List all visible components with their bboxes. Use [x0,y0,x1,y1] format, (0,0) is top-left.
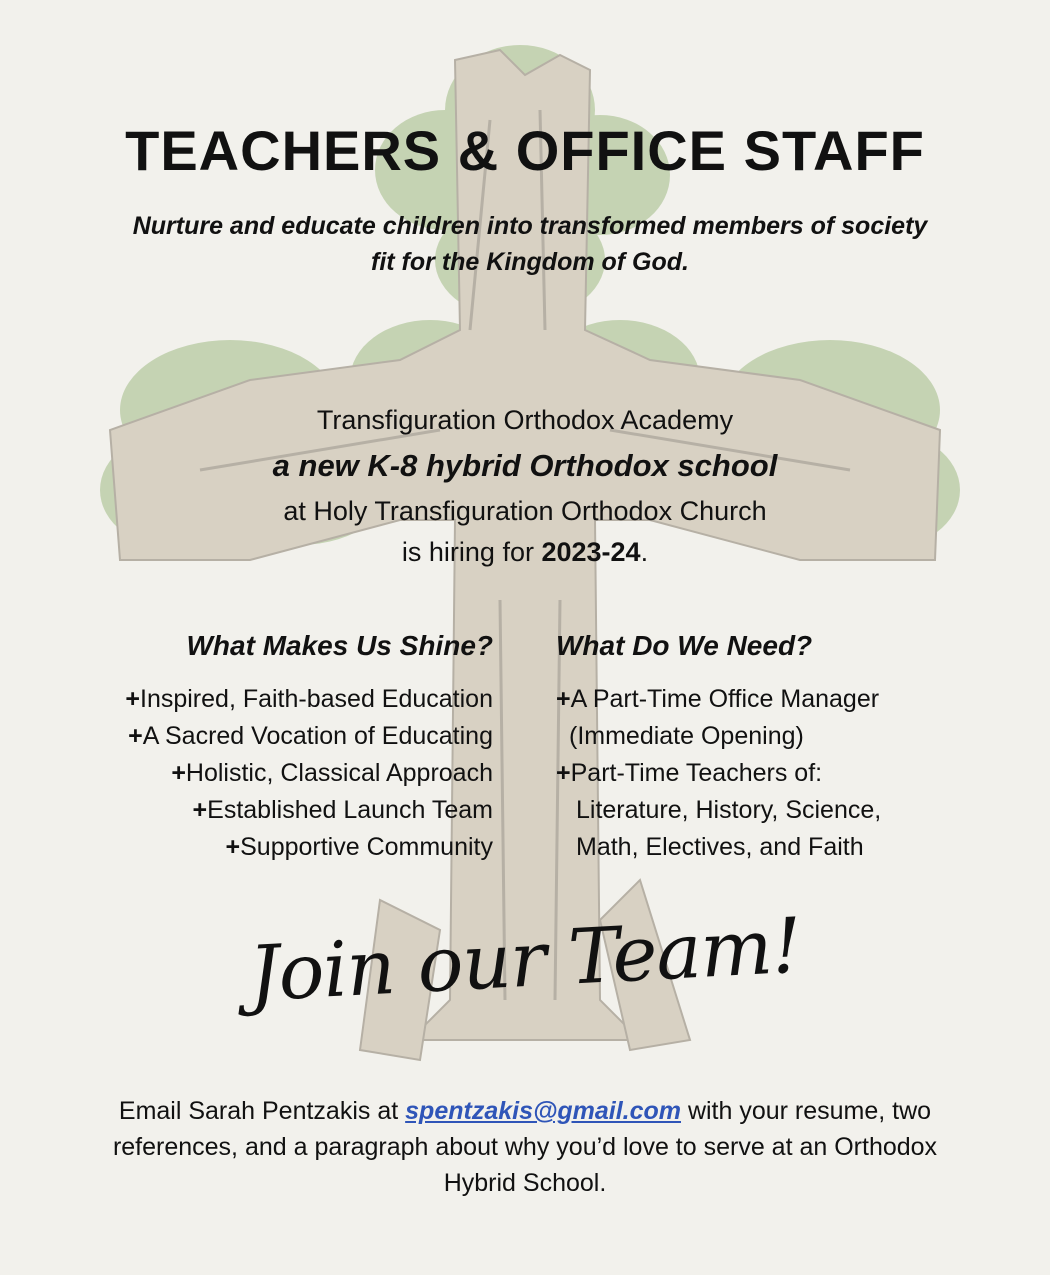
need-list [556,681,996,866]
school-description: a new K-8 hybrid Orthodox school [272,448,778,483]
school-location: at Holy Transfiguration Orthodox Church [283,496,767,526]
list-item: +Holistic, Classical Approach [171,759,493,787]
shine-heading: What Makes Us Shine? [186,630,493,661]
hiring-suffix: . [640,537,649,567]
list-item: +A Sacred Vocation of Educating [128,722,493,750]
list-item: +A Part-Time Office Manager [556,685,880,713]
list-item: +Inspired, Faith-based Education [125,685,493,713]
list-item: Math, Electives, and Faith [576,833,864,861]
hiring-line [0,532,1050,573]
tagline: Nurture and educate children into transformed members of society fit for the Kingdom of God. [132,212,928,276]
page-title: TEACHERS & OFFICE STAFF [125,119,925,182]
list-item: +Supportive Community [225,833,493,861]
hiring-prefix: is hiring for [401,537,542,567]
need-column [556,626,996,866]
join-our-team-heading: Join our Team! [246,900,804,1019]
hiring-year: 2023-24 [541,537,641,567]
email-link[interactable]: spentzakis@gmail.com [405,1097,681,1125]
school-info [0,400,1050,573]
school-name: Transfiguration Orthodox Academy [316,405,734,435]
list-item: Literature, History, Science, [576,796,882,824]
contact-text: Email Sarah Pentzakis at spentzakis@gmail.com with your resume, two references, and a paragraph about why you’d love to serve at an Orthodox Hybrid School. [112,1097,938,1197]
need-heading: What Do We Need? [556,630,813,661]
list-item: (Immediate Opening) [569,722,804,750]
list-item: +Part-Time Teachers of: [556,759,823,787]
list-item: +Established Launch Team [192,796,493,824]
shine-list [53,681,493,866]
shine-column [53,626,493,866]
